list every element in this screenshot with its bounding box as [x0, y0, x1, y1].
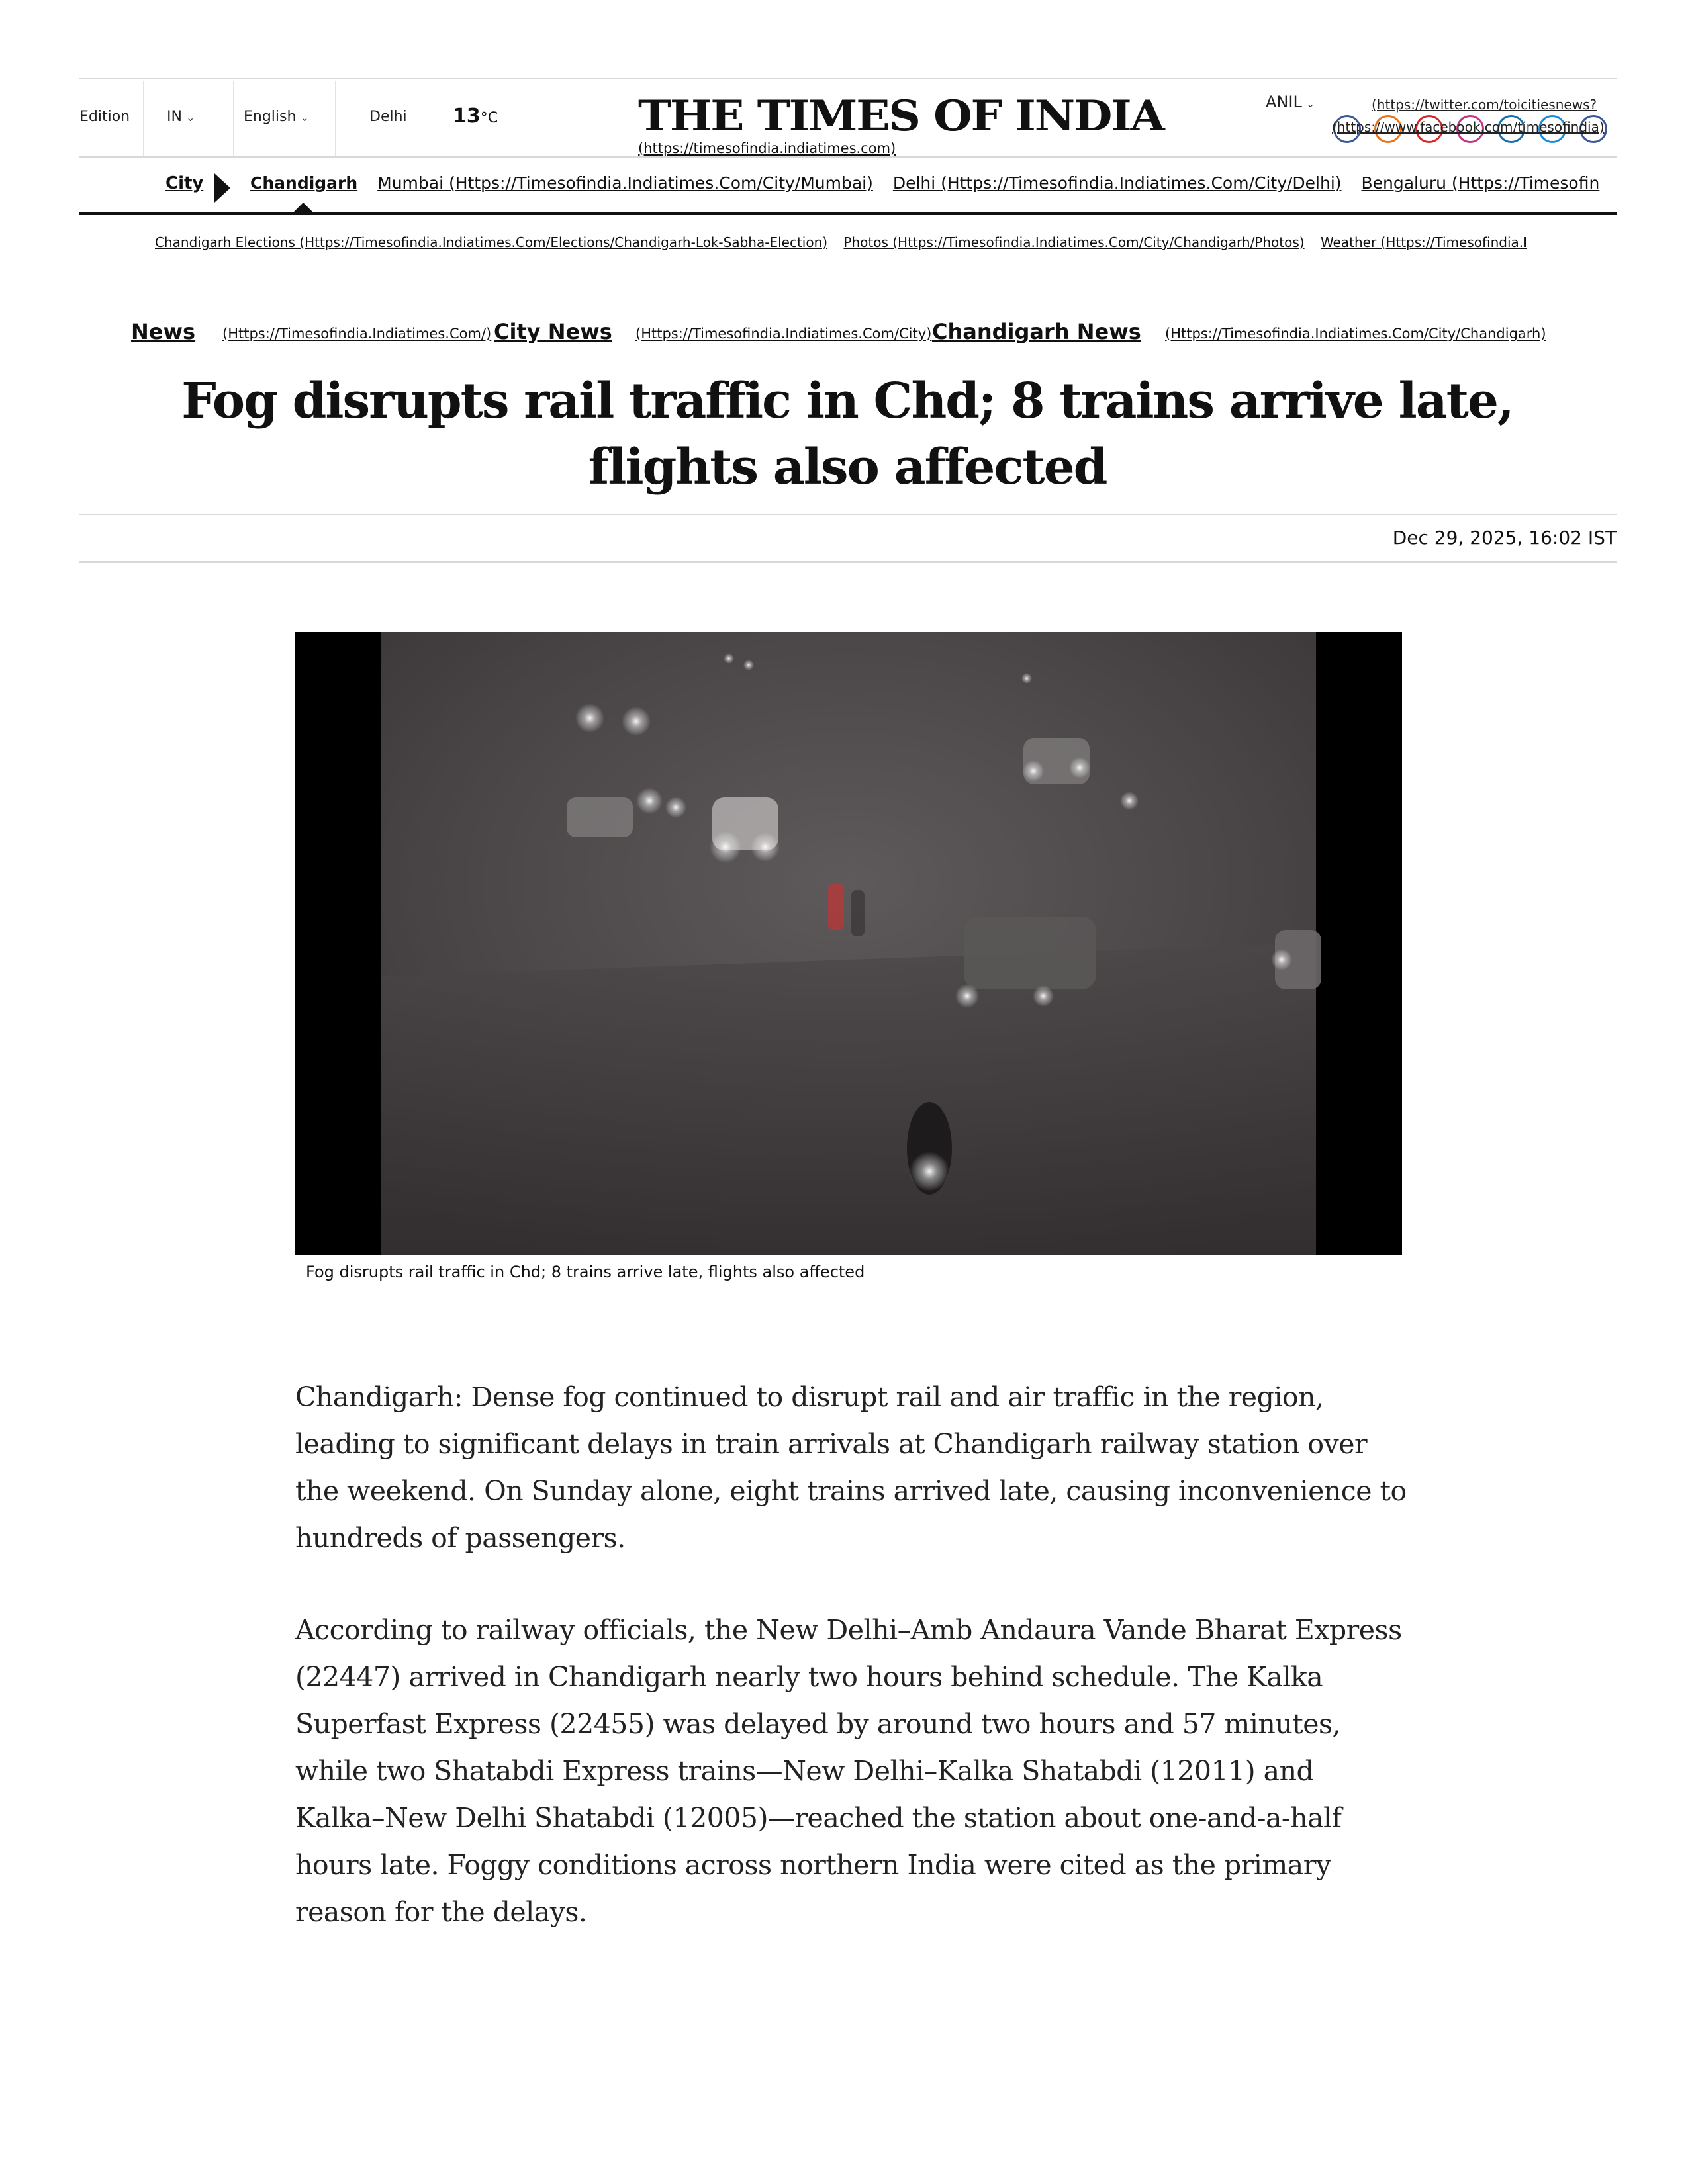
citynav-delhi[interactable]: Delhi (Https://Timesofindia.Indiatimes.Com/City/Delhi)	[892, 173, 1342, 193]
top-divider	[79, 78, 1617, 79]
divider	[79, 156, 1617, 158]
citynav-mumbai[interactable]: Mumbai (Https://Timesofindia.Indiatimes.Com/City/Mumbai)	[377, 173, 873, 193]
chevron-down-icon: ⌄	[185, 111, 195, 124]
temperature: 13°C	[453, 105, 498, 128]
weather-city: Delhi	[369, 109, 407, 125]
social-icons	[1331, 114, 1617, 144]
facebook-link[interactable]: (https://www.facebook.com/timesofindia)	[1332, 119, 1605, 135]
sub-nav	[155, 234, 1617, 250]
breadcrumb-news-url[interactable]: (Https://Timesofindia.Indiatimes.Com/)	[222, 326, 492, 341]
subnav-elections[interactable]: Chandigarh Elections (Https://Timesofindia.Indiatimes.Com/Elections/Chandigarh-Lok-Sabha-Election)	[155, 234, 828, 250]
breadcrumb-city-news[interactable]: City News	[494, 319, 612, 344]
article-photo[interactable]	[295, 632, 1402, 1255]
edition-label: Edition	[79, 109, 130, 125]
subnav-weather[interactable]: Weather (Https://Timesofindia.I	[1320, 234, 1528, 250]
article-paragraph-2: According to railway officials, the New Delhi–Amb Andaura Vande Bharat Express (22447) arrived in Chandigarh nearly two hours behind schedule. The Kalka Superfast Express (22455) was delayed by around two hours and 57 minutes, while two Shatabdi Express trains—New Delhi–Kalka Shatabdi (12011) and Kalka–New Delhi Shatabdi (12005)—reached the station about one-and-a-half hours late. Foggy conditions across northern India were cited as the primary reason for the delays.	[295, 1614, 1402, 1928]
breadcrumb-chandigarh-news[interactable]: Chandigarh News	[932, 319, 1141, 344]
twitter-link[interactable]: (https://twitter.com/toicitiesnews?	[1372, 97, 1597, 113]
divider	[233, 81, 234, 156]
logo-url[interactable]: (https://timesofindia.indiatimes.com)	[638, 140, 896, 156]
citynav-bengaluru[interactable]: Bengaluru (Https://Timesofin	[1361, 173, 1600, 193]
article-headline: Fog disrupts rail traffic in Chd; 8 trains arrive late, flights also affected	[181, 373, 1513, 496]
user-menu[interactable]: ANIL ⌄	[1266, 93, 1315, 111]
foggy-road-image	[295, 632, 1402, 1255]
edition-select[interactable]: IN ⌄	[167, 109, 195, 125]
chevron-down-icon: ⌄	[1305, 97, 1315, 110]
divider	[79, 561, 1617, 563]
photo-caption: Fog disrupts rail traffic in Chd; 8 trains arrive late, flights also affected	[306, 1263, 865, 1281]
city-label[interactable]: City	[165, 173, 204, 193]
article-paragraph-1: Chandigarh: Dense fog continued to disrupt rail and air traffic in the region, leading to significant delays in train arrivals at Chandigarh railway station over the weekend. On Sunday alone, eight trains arrived late, causing inconvenience to hundreds of passengers.	[295, 1381, 1407, 1554]
language-select[interactable]: English ⌄	[244, 109, 309, 125]
publish-date: Dec 29, 2025, 16:02 IST	[1392, 527, 1617, 549]
citynav-chandigarh[interactable]: Chandigarh	[250, 173, 358, 193]
breadcrumb-city-news-url[interactable]: (Https://Timesofindia.Indiatimes.Com/City)	[635, 326, 932, 341]
nav-underline	[79, 212, 1617, 215]
divider	[79, 514, 1617, 515]
play-arrow-icon	[213, 173, 230, 203]
subnav-photos[interactable]: Photos (Https://Timesofindia.Indiatimes.Com/City/Chandigarh/Photos)	[843, 234, 1305, 250]
breadcrumb-chandigarh-news-url[interactable]: (Https://Timesofindia.Indiatimes.Com/City/Chandigarh)	[1165, 326, 1546, 341]
site-logo[interactable]: THE TIMES OF INDIA	[638, 91, 1164, 141]
active-indicator-icon	[294, 203, 312, 212]
breadcrumb	[131, 319, 1617, 352]
divider	[143, 81, 144, 156]
breadcrumb-news[interactable]: News	[131, 319, 196, 344]
chevron-down-icon: ⌄	[300, 111, 309, 124]
divider	[335, 81, 336, 156]
